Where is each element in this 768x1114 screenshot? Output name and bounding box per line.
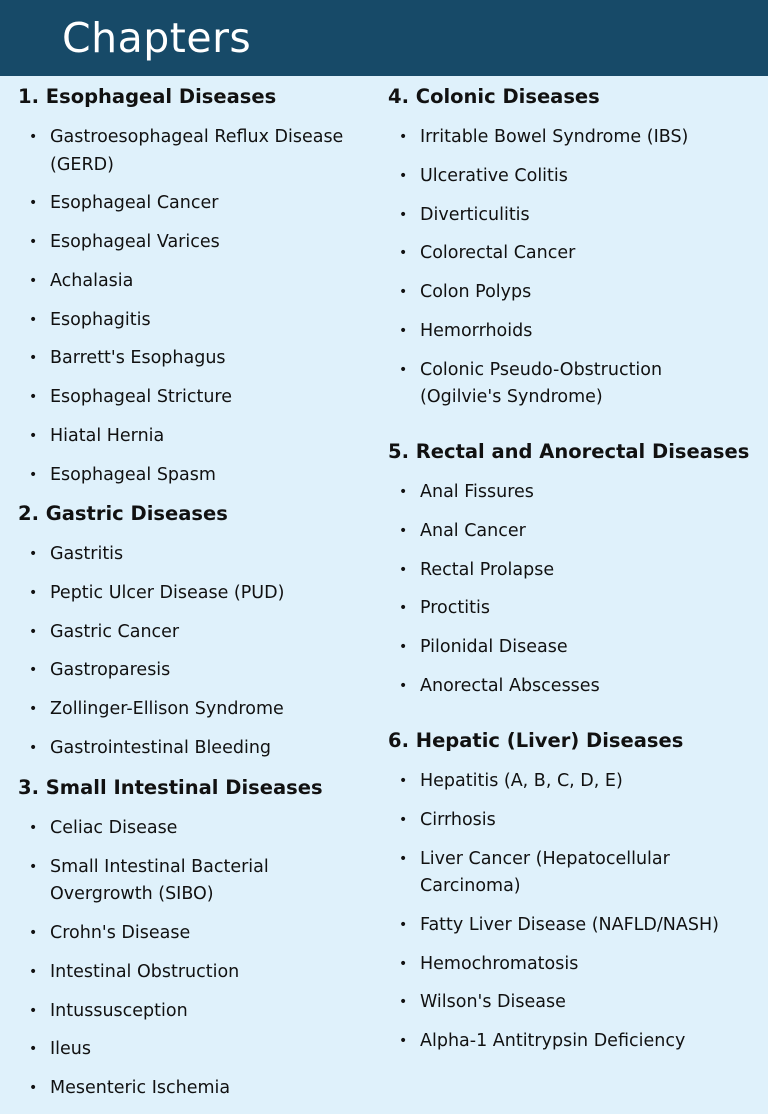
list-item: • Mesenteric Ischemia	[18, 1075, 363, 1103]
bullet-icon: •	[29, 1080, 38, 1097]
bullet-icon: •	[399, 522, 408, 539]
bullet-icon: •	[29, 272, 38, 289]
section-title-hepatic: 6. Hepatic (Liver) Diseases	[388, 729, 684, 752]
list-item: • Alpha-1 Antitrypsin Deficiency	[388, 1028, 748, 1056]
bullet-icon: •	[29, 858, 38, 875]
list-item: • Crohn's Disease	[18, 920, 363, 948]
bullet-icon: •	[399, 322, 408, 339]
section-list-hepatic	[388, 768, 748, 1067]
section-title-esophageal: 1. Esophageal Diseases	[18, 85, 277, 108]
list-item: • Colorectal Cancer	[388, 240, 748, 268]
section-title-rectal-anorectal: 5. Rectal and Anorectal Diseases	[388, 440, 750, 463]
bullet-icon: •	[29, 925, 38, 942]
bullet-icon: •	[399, 677, 408, 694]
header-bar	[0, 0, 768, 76]
list-item: • Intussusception	[18, 998, 363, 1026]
list-item: • Achalasia	[18, 268, 363, 296]
bullet-icon: •	[399, 850, 408, 867]
bullet-icon: •	[399, 484, 408, 500]
bullet-icon: •	[29, 739, 38, 756]
list-item: • Celiac Disease	[18, 815, 363, 843]
list-item: • Pilonidal Disease	[388, 634, 748, 662]
bullet-icon: •	[399, 600, 408, 617]
section-title-colonic: 4. Colonic Diseases	[388, 85, 600, 108]
list-item: • Liver Cancer (Hepatocellular Carcinoma)	[388, 846, 748, 901]
list-item: • Hepatitis (A, B, C, D, E)	[388, 768, 748, 796]
list-item: • Esophageal Cancer	[18, 190, 363, 218]
bullet-icon: •	[29, 234, 38, 251]
list-item: • Gastrointestinal Bleeding	[18, 735, 363, 763]
section-list-colonic	[388, 124, 748, 423]
list-item: • Ileus	[18, 1036, 363, 1064]
list-item: • Irritable Bowel Syndrome (IBS)	[388, 124, 748, 152]
list-item: • Colon Polyps	[388, 279, 748, 307]
list-item: • Peptic Ulcer Disease (PUD)	[18, 580, 363, 608]
list-item: • Gastric Cancer	[18, 619, 363, 647]
section-title-gastric: 2. Gastric Diseases	[18, 502, 228, 525]
bullet-icon: •	[29, 129, 38, 145]
page-title: Chapters	[62, 14, 252, 62]
bullet-icon: •	[399, 284, 408, 301]
bullet-icon: •	[29, 701, 38, 718]
bullet-icon: •	[29, 820, 38, 836]
section-title-small-intestinal: 3. Small Intestinal Diseases	[18, 776, 323, 799]
bullet-icon: •	[399, 639, 408, 656]
list-item: • Ulcerative Colitis	[388, 163, 748, 191]
bullet-icon: •	[399, 361, 408, 378]
bullet-icon: •	[399, 561, 408, 578]
bullet-icon: •	[399, 129, 408, 145]
bullet-icon: •	[29, 428, 38, 445]
list-item: • Gastroesophageal Reflux Disease (GERD)	[18, 124, 363, 179]
list-item: • Intestinal Obstruction	[18, 959, 363, 987]
list-item: • Hiatal Hernia	[18, 423, 363, 451]
list-item: • Esophagitis	[18, 307, 363, 335]
bullet-icon: •	[399, 167, 408, 184]
bullet-icon: •	[399, 916, 408, 933]
bullet-icon: •	[29, 1002, 38, 1019]
section-list-gastric	[18, 541, 363, 774]
section-list-esophageal	[18, 124, 363, 501]
list-item: • Hemochromatosis	[388, 951, 748, 979]
list-item: • Fatty Liver Disease (NAFLD/NASH)	[388, 912, 748, 940]
bullet-icon: •	[29, 662, 38, 679]
bullet-icon: •	[399, 955, 408, 972]
list-item: • Barrett's Esophagus	[18, 345, 363, 373]
bullet-icon: •	[399, 1033, 408, 1050]
list-item: • Gastroparesis	[18, 657, 363, 685]
list-item: • Anorectal Abscesses	[388, 673, 748, 701]
list-item: • Diverticulitis	[388, 202, 748, 230]
bullet-icon: •	[29, 584, 38, 601]
list-item: • Esophageal Varices	[18, 229, 363, 257]
list-item: • Rectal Prolapse	[388, 557, 748, 585]
bullet-icon: •	[29, 466, 38, 483]
list-item: • Gastritis	[18, 541, 363, 569]
section-list-small-intestinal	[18, 815, 363, 1114]
bullet-icon: •	[29, 350, 38, 367]
list-item: • Hemorrhoids	[388, 318, 748, 346]
section-list-rectal-anorectal	[388, 479, 748, 712]
bullet-icon: •	[29, 963, 38, 980]
list-item: • Cirrhosis	[388, 807, 748, 835]
bullet-icon: •	[399, 773, 408, 789]
list-item: • Esophageal Stricture	[18, 384, 363, 412]
list-item: • Small Intestinal Bacterial Overgrowth (SIBO)	[18, 854, 363, 909]
bullet-icon: •	[399, 245, 408, 262]
list-item: • Anal Cancer	[388, 518, 748, 546]
bullet-icon: •	[29, 389, 38, 406]
bullet-icon: •	[29, 311, 38, 328]
bullet-icon: •	[29, 1041, 38, 1058]
list-item: • Esophageal Spasm	[18, 462, 363, 490]
list-item: • Proctitis	[388, 595, 748, 623]
list-item: • Anal Fissures	[388, 479, 748, 507]
bullet-icon: •	[29, 546, 38, 562]
bullet-icon: •	[29, 623, 38, 640]
bullet-icon: •	[399, 811, 408, 828]
bullet-icon: •	[399, 994, 408, 1011]
bullet-icon: •	[29, 195, 38, 212]
bullet-icon: •	[399, 206, 408, 223]
list-item: • Colonic Pseudo-Obstruction (Ogilvie's Syndrome)	[388, 357, 748, 412]
list-item: • Zollinger-Ellison Syndrome	[18, 696, 363, 724]
list-item: • Wilson's Disease	[388, 989, 748, 1017]
